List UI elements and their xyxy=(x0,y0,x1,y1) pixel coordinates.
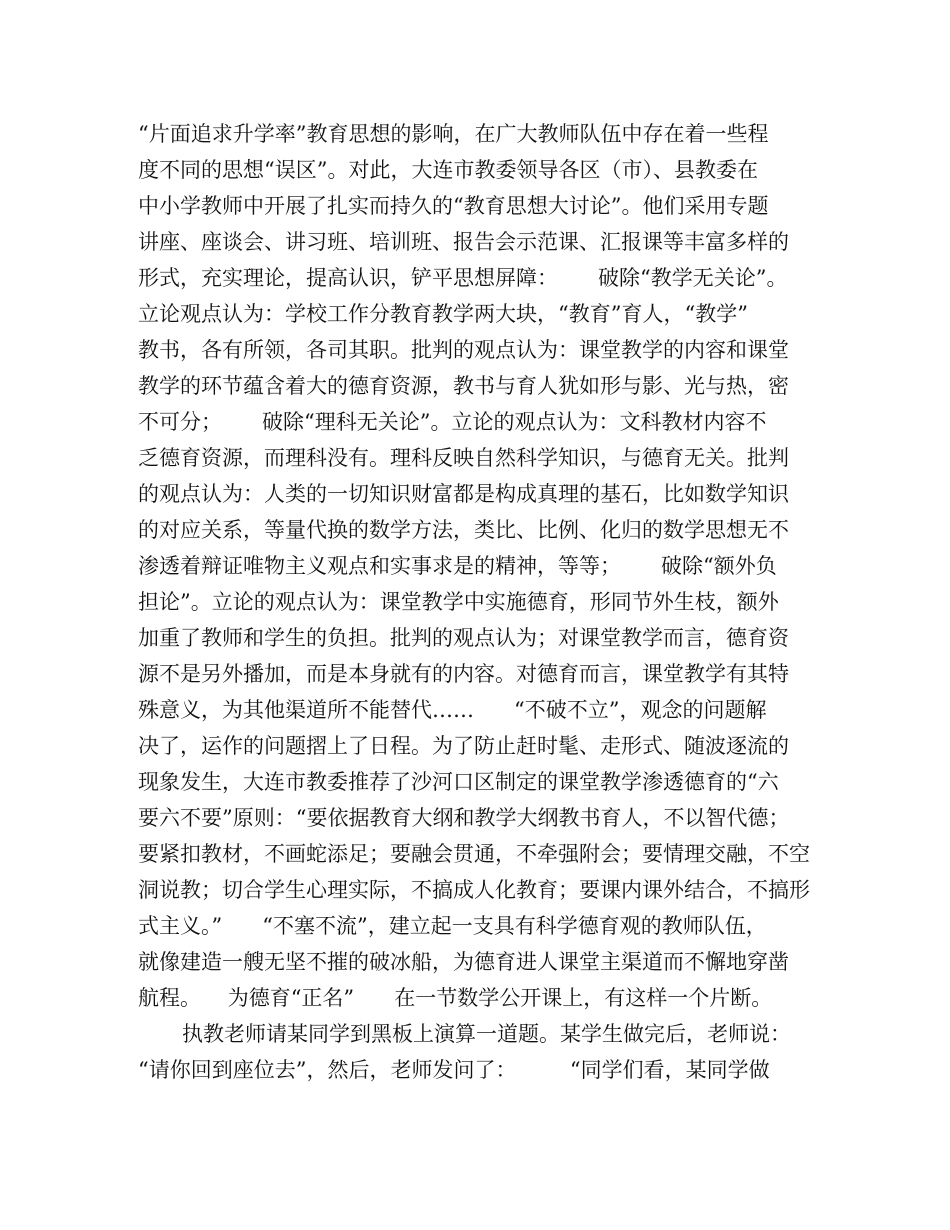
text-line: 就像建造一艘无坚不摧的破冰船，为德育进人课堂主渠道而不懈地穿凿 xyxy=(138,950,789,974)
text-line: 要六不要”原则：“要依据教育大纲和教学大纲教书育人，不以智代德； xyxy=(138,806,790,830)
text-line: 式主义。” “不塞不流”，建立起一支具有科学德育观的教师队伍， xyxy=(138,914,767,938)
text-line: 航程。 为德育“正名” 在一节数学公开课上，有这样一个片断。 xyxy=(138,986,773,1010)
text-line: 洞说教；切合学生心理实际，不搞成人化教育；要课内课外结合，不搞形 xyxy=(138,878,810,902)
text-line: 的观点认为：人类的一切知识财富都是构成真理的基石，比如数学知识 xyxy=(138,482,789,506)
text-line: 担论”。立论的观点认为：课堂教学中实施德育，形同节外生枝，额外 xyxy=(138,590,779,614)
text-line: 渗透着辩证唯物主义观点和实事求是的精神，等等； 破除“额外负 xyxy=(138,554,777,578)
text-line: 决了，运作的问题摺上了日程。为了防止赶时髦、走形式、随波逐流的 xyxy=(138,734,789,758)
text-line: 形式，充实理论，提高认识，铲平思想屏障： 破除“教学无关论”。 xyxy=(138,266,788,290)
text-line: 源不是另外播加，而是本身就有的内容。对德育而言，课堂教学有其特 xyxy=(138,662,789,686)
text-line: 中小学教师中开展了扎实而持久的“教育思想大讨论”。他们采用专题 xyxy=(138,194,769,218)
text-line: 教书，各有所领，各司其职。批判的观点认为：课堂教学的内容和课堂 xyxy=(138,338,789,362)
text-line: 现象发生，大连市教委推荐了沙河口区制定的课堂教学渗透德育的“六 xyxy=(138,770,779,794)
text-line: 度不同的思想“误区”。对此，大连市教委领导各区（市）、县教委在 xyxy=(138,158,758,182)
text-line: 的对应关系，等量代换的数学方法，类比、比例、化归的数学思想无不 xyxy=(138,518,789,542)
text-line: 教学的环节蕴含着大的德育资源，教书与育人犹如形与影、光与热，密 xyxy=(138,374,789,398)
text-line: 讲座、座谈会、讲习班、培训班、报告会示范课、汇报课等丰富多样的 xyxy=(138,230,789,254)
text-line: 殊意义，为其他渠道所不能替代…… “不破不立”，观念的问题解 xyxy=(138,698,767,722)
text-line: “请你回到座位去”，然后，老师发问了： “同学们看，某同学做 xyxy=(138,1058,770,1082)
text-line: 不可分； 破除“理科无关论”。立论的观点认为：文科教材内容不 xyxy=(138,410,767,434)
text-line: 乏德育资源，而理科没有。理科反映自然科学知识，与德育无关。批判 xyxy=(138,446,789,470)
text-line: 加重了教师和学生的负担。批判的观点认为；对课堂教学而言，德育资 xyxy=(138,626,789,650)
text-line: 要紧扣教材，不画蛇添足；要融会贯通，不牵强附会；要情理交融，不空 xyxy=(138,842,810,866)
text-line: 立论观点认为：学校工作分教育教学两大块，“教育”育人，“教学” xyxy=(138,302,748,326)
text-line: 执教老师请某同学到黑板上演算一道题。某学生做完后，老师说： xyxy=(182,1022,791,1046)
text-line: “片面追求升学率”教育思想的影响，在广大教师队伍中存在着一些程 xyxy=(138,122,769,146)
body-text xyxy=(138,116,828,1088)
